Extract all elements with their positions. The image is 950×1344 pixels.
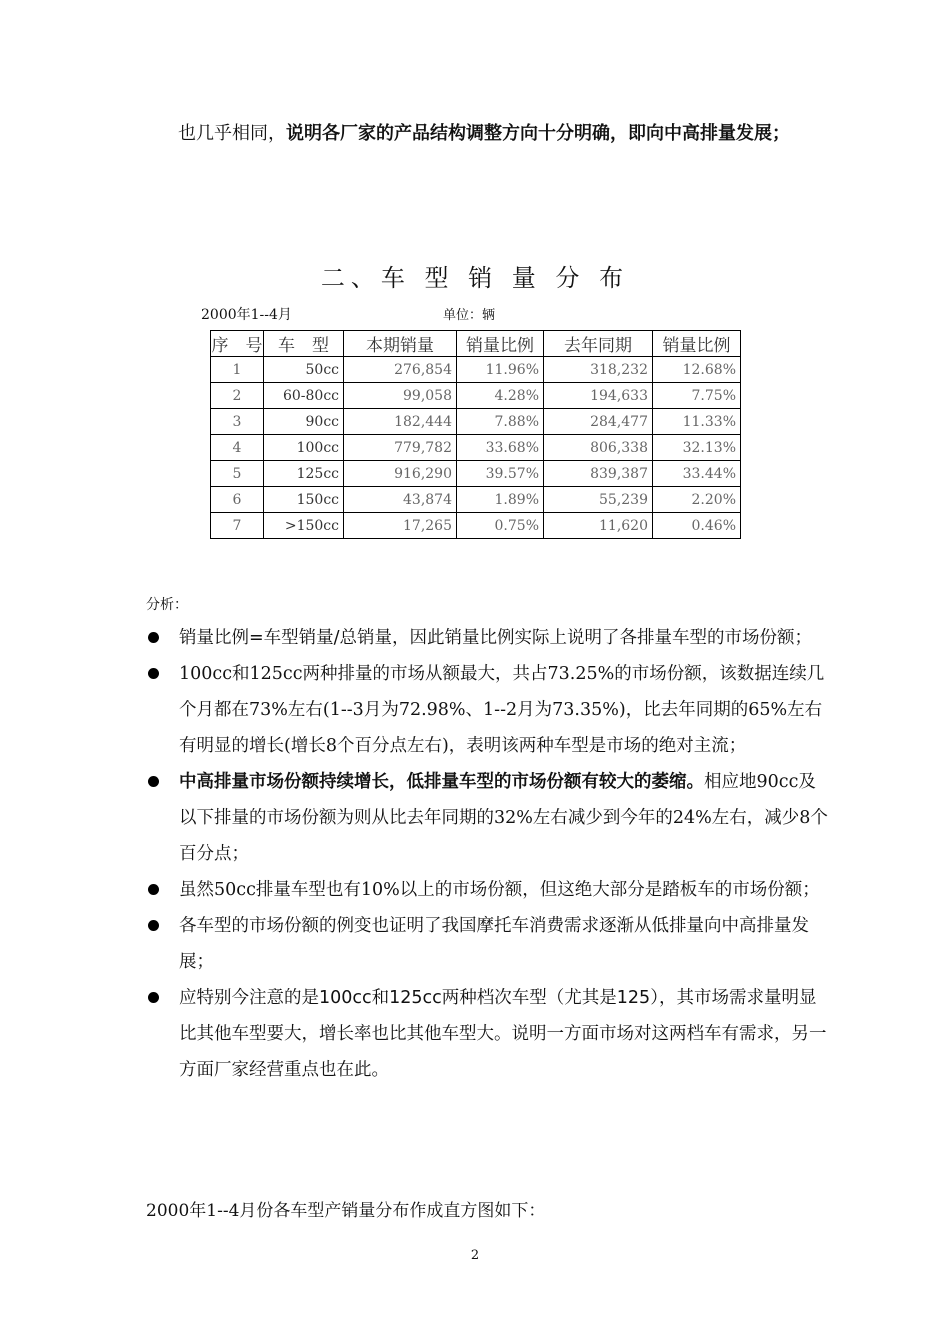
cell-index: 2 bbox=[211, 383, 264, 409]
bullet-icon bbox=[148, 668, 159, 679]
list-item bbox=[0, 980, 829, 1088]
cell-current-sales: 779,782 bbox=[344, 435, 457, 461]
list-item bbox=[0, 908, 829, 980]
cell-last-year-sales: 194,633 bbox=[544, 383, 653, 409]
bullet-text: 各车型的市场份额的例变也证明了我国摩托车消费需求逐渐从低排量向中高排量发展； bbox=[179, 916, 809, 972]
cell-last-year-ratio: 12.68% bbox=[653, 357, 741, 383]
cell-current-ratio: 7.88% bbox=[457, 409, 544, 435]
cell-index: 6 bbox=[211, 487, 264, 513]
table-header-row bbox=[211, 331, 741, 357]
cell-type: 150cc bbox=[264, 487, 344, 513]
cell-last-year-sales: 318,232 bbox=[544, 357, 653, 383]
table-row bbox=[211, 409, 741, 435]
cell-current-ratio: 33.68% bbox=[457, 435, 544, 461]
header-last-year-ratio: 销量比例 bbox=[653, 331, 741, 357]
list-item bbox=[0, 620, 829, 656]
header-current-ratio: 销量比例 bbox=[457, 331, 544, 357]
table-row bbox=[211, 461, 741, 487]
cell-index: 7 bbox=[211, 513, 264, 539]
cell-type: 50cc bbox=[264, 357, 344, 383]
cell-current-ratio: 4.28% bbox=[457, 383, 544, 409]
bullet-icon bbox=[148, 920, 159, 931]
cell-current-ratio: 11.96% bbox=[457, 357, 544, 383]
cell-index: 1 bbox=[211, 357, 264, 383]
cell-current-sales: 182,444 bbox=[344, 409, 457, 435]
analysis-list bbox=[0, 620, 950, 1088]
bullet-text: 相应地90cc及以下排量的市场份额为则从比去年同期的32%左右减少到今年的24%左右，减少8个百分点； bbox=[179, 772, 828, 864]
cell-type: 60-80cc bbox=[264, 383, 344, 409]
header-current-sales: 本期销量 bbox=[344, 331, 457, 357]
cell-current-sales: 916,290 bbox=[344, 461, 457, 487]
header-last-year-sales: 去年同期 bbox=[544, 331, 653, 357]
section-title: 二、车 型 销 量 分 布 bbox=[320, 264, 630, 292]
bullet-icon bbox=[148, 884, 159, 895]
cell-last-year-sales: 806,338 bbox=[544, 435, 653, 461]
cell-last-year-sales: 284,477 bbox=[544, 409, 653, 435]
cell-current-sales: 276,854 bbox=[344, 357, 457, 383]
cell-type: 100cc bbox=[264, 435, 344, 461]
cell-current-sales: 99,058 bbox=[344, 383, 457, 409]
cell-current-ratio: 1.89% bbox=[457, 487, 544, 513]
list-item bbox=[0, 764, 829, 872]
cell-current-ratio: 0.75% bbox=[457, 513, 544, 539]
header-index: 序 号 bbox=[211, 331, 264, 357]
table-row bbox=[211, 357, 741, 383]
header-type: 车 型 bbox=[264, 331, 344, 357]
bullet-icon bbox=[148, 992, 159, 1003]
cell-current-sales: 43,874 bbox=[344, 487, 457, 513]
bullet-text: 销量比例=车型销量/总销量，因此销量比例实际上说明了各排量车型的市场份额； bbox=[179, 628, 813, 648]
bullet-text: 应特别今注意的是100cc和125cc两种档次车型（尤其是125），其市场需求量明显比其他车型要大，增长率也比其他车型大。说明一方面市场对这两档车有需求，另一方面厂家经营重点也在此。 bbox=[179, 988, 827, 1080]
cell-type: >150cc bbox=[264, 513, 344, 539]
cell-last-year-ratio: 7.75% bbox=[653, 383, 741, 409]
cell-index: 4 bbox=[211, 435, 264, 461]
cell-type: 90cc bbox=[264, 409, 344, 435]
cell-type: 125cc bbox=[264, 461, 344, 487]
table-period: 2000年1--4月 bbox=[201, 307, 292, 323]
cell-last-year-sales: 11,620 bbox=[544, 513, 653, 539]
intro-paragraph bbox=[178, 116, 828, 152]
cell-index: 3 bbox=[211, 409, 264, 435]
intro-text: 也几乎相同， bbox=[178, 123, 286, 144]
bullet-icon bbox=[148, 632, 159, 643]
cell-last-year-sales: 839,387 bbox=[544, 461, 653, 487]
bullet-text: 100cc和125cc两种排量的市场从额最大，共占73.25%的市场份额，该数据连续几个月都在73%左右(1--3月为72.98%、1--2月为73.35%)，比去年同期的65%左右有明显的增长(增长8个百分点左右)，表明该两种车型是市场的绝对主流； bbox=[179, 664, 825, 756]
cell-last-year-ratio: 32.13% bbox=[653, 435, 741, 461]
cell-last-year-ratio: 11.33% bbox=[653, 409, 741, 435]
cell-last-year-sales: 55,239 bbox=[544, 487, 653, 513]
table-row bbox=[211, 383, 741, 409]
analysis-label: 分析： bbox=[146, 597, 188, 613]
cell-index: 5 bbox=[211, 461, 264, 487]
cell-current-sales: 17,265 bbox=[344, 513, 457, 539]
bullet-bold-text: 中高排量市场份额持续增长，低排量车型的市场份额有较大的萎缩。 bbox=[179, 772, 704, 792]
sales-table bbox=[210, 330, 741, 539]
intro-bold-text: 说明各厂家的产品结构调整方向十分明确，即向中高排量发展； bbox=[286, 123, 790, 144]
table-unit: 单位：辆 bbox=[443, 308, 496, 323]
cell-last-year-ratio: 33.44% bbox=[653, 461, 741, 487]
list-item bbox=[0, 872, 829, 908]
cell-last-year-ratio: 0.46% bbox=[653, 513, 741, 539]
cell-current-ratio: 39.57% bbox=[457, 461, 544, 487]
closing-line: 2000年1--4月份各车型产销量分布作成直方图如下： bbox=[146, 1201, 546, 1221]
table-row bbox=[211, 513, 741, 539]
cell-last-year-ratio: 2.20% bbox=[653, 487, 741, 513]
bullet-icon bbox=[148, 776, 159, 787]
bullet-text: 虽然50cc排量车型也有10%以上的市场份额，但这绝大部分是踏板车的市场份额； bbox=[179, 880, 820, 900]
list-item bbox=[0, 656, 829, 764]
page-number: 2 bbox=[470, 1248, 480, 1263]
table-row bbox=[211, 435, 741, 461]
table-row bbox=[211, 487, 741, 513]
